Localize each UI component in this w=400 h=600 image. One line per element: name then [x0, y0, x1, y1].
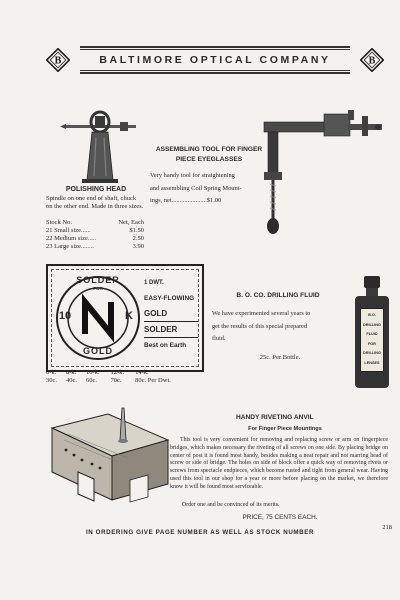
assembling-tool-title	[146, 145, 272, 165]
karat-price: 40c.	[65, 377, 77, 384]
drilling-fluid-price: 25c. Per Bottle.	[259, 354, 301, 361]
karat-label: 12-k.	[110, 369, 125, 376]
drilling-fluid-title: B. O. CO. DRILLING FLUID	[236, 292, 320, 299]
karat-price: 70c.	[110, 377, 122, 384]
solder-label-line: GOLD	[144, 306, 198, 322]
solder-label-line: SOLDER	[144, 322, 198, 338]
polishing-head-image	[58, 100, 142, 184]
karat-label: 6-k.	[46, 369, 57, 376]
polishing-head-title: POLISHING HEAD	[65, 186, 127, 193]
solder-weight: 1 DWT.	[144, 280, 164, 286]
assembling-tool-description	[150, 170, 272, 208]
riveting-anvil-image	[48, 400, 176, 510]
item-price: $1.50	[129, 227, 144, 234]
page-header	[52, 42, 378, 78]
seal-left-text: 10	[58, 310, 72, 322]
title-line: PIECE EYEGLASSES	[175, 156, 243, 163]
item-name: Large size	[54, 243, 81, 250]
bottle-label-line: FOR	[367, 341, 376, 346]
header-rule	[80, 70, 350, 71]
bottle-label-line: B.O.	[368, 313, 376, 317]
header-rule	[80, 49, 350, 50]
description-line: ings, net......................$1.00	[150, 197, 222, 204]
anvil-description: This tool is very convenient for removing and replacing screw or arm on fingerpiece bridges, which makes necessary the riveting of all screws on one side. By placing bridge on center of post it is found most handy, besides making a neat repair and not marring head of screw or side of bridge. The holes on side of block offer a quick way of removing rivets or screws from spectacle endpieces, which become rusted and tight from general wear. Having used this tool in our shop for a year or more before placing on the market, we therefore know it will be found most serviceable.	[170, 437, 388, 490]
description-line: get the results of this special prepared	[212, 322, 308, 330]
bottle-label	[360, 308, 384, 372]
polishing-head-description: Spindle on one end of shaft, chuck on the other end. Made in three sizes.	[46, 195, 144, 210]
anvil-price: PRICE, 75 CENTS EACH.	[242, 514, 318, 521]
karat-price: 80c. Per Dwt.	[135, 377, 171, 384]
description-line: fluid.	[212, 335, 226, 342]
bottle-label-line: DRILLING	[363, 322, 381, 327]
description-line: Very handy tool for straightening	[150, 172, 235, 179]
svg-text:B: B	[368, 55, 376, 67]
drilling-fluid-description	[212, 308, 356, 346]
description-line: and assembling Coil Spring Mount-	[150, 184, 242, 192]
column-header: Net, Each	[118, 219, 144, 226]
polishing-head-price-table	[46, 219, 144, 251]
bottle-label-line: LENSES	[364, 360, 380, 365]
seal-bottom-text: GOLD	[83, 346, 113, 356]
company-name: BALTIMORE OPTICAL COMPANY	[99, 54, 331, 66]
karat-label: 14-k.	[135, 369, 149, 376]
item-name: Medium size	[54, 235, 88, 242]
anvil-title: HANDY RIVETING ANVIL	[236, 414, 314, 421]
company-logo-left	[46, 48, 70, 72]
table-row	[46, 369, 200, 377]
item-price: 3.90	[132, 243, 144, 250]
title-line: ASSEMBLING TOOL FOR FINGER	[155, 146, 263, 153]
solder-label-line: Best on Earth	[144, 342, 187, 349]
seal-top-text: SOLDER	[76, 275, 120, 285]
bottle-label-line: FLUID	[366, 332, 378, 336]
company-logo-right	[360, 48, 384, 72]
solder-package	[46, 264, 204, 372]
svg-text:B: B	[54, 55, 62, 67]
page-number: 218	[382, 524, 392, 531]
description-line: We have experimented several years to	[212, 310, 311, 317]
stock-number: 23	[46, 243, 53, 250]
item-price: 2.50	[132, 235, 144, 242]
stock-number: 22	[46, 235, 53, 242]
stock-number: 21	[46, 227, 53, 234]
bottle-label-line: DRILLING	[363, 351, 381, 355]
header-rule	[80, 72, 350, 74]
table-row	[46, 377, 200, 385]
karat-label: 10-k.	[85, 369, 100, 376]
solder-price-table	[46, 369, 200, 385]
anvil-subtitle: For Finger Piece Mountings	[248, 426, 322, 432]
table-row: 22 Medium size..... 2.50	[46, 235, 144, 242]
solder-label-line: EASY-FLOWING	[144, 295, 195, 302]
karat-price: 30c.	[46, 377, 58, 384]
karat-label: 8-k.	[65, 369, 77, 376]
karat-price: 60c.	[85, 377, 97, 384]
seal-for-text: FOR	[93, 286, 103, 291]
assembling-tool-image	[262, 108, 390, 240]
drilling-fluid-bottle	[354, 276, 390, 388]
item-name: Small size	[54, 227, 82, 234]
table-row: 21 Small size...... $1.50	[46, 227, 144, 234]
seal-right-text: K	[125, 310, 133, 322]
header-rule	[80, 46, 350, 48]
column-header: Stock No.	[46, 219, 72, 226]
solder-label	[144, 276, 198, 353]
ordering-footer: IN ORDERING GIVE PAGE NUMBER AS WELL AS STOCK NUMBER	[85, 529, 315, 536]
anvil-closing-note: Order one and be convinced of its merits.	[182, 502, 280, 508]
table-row: 23 Large size........ 3.90	[46, 243, 144, 250]
